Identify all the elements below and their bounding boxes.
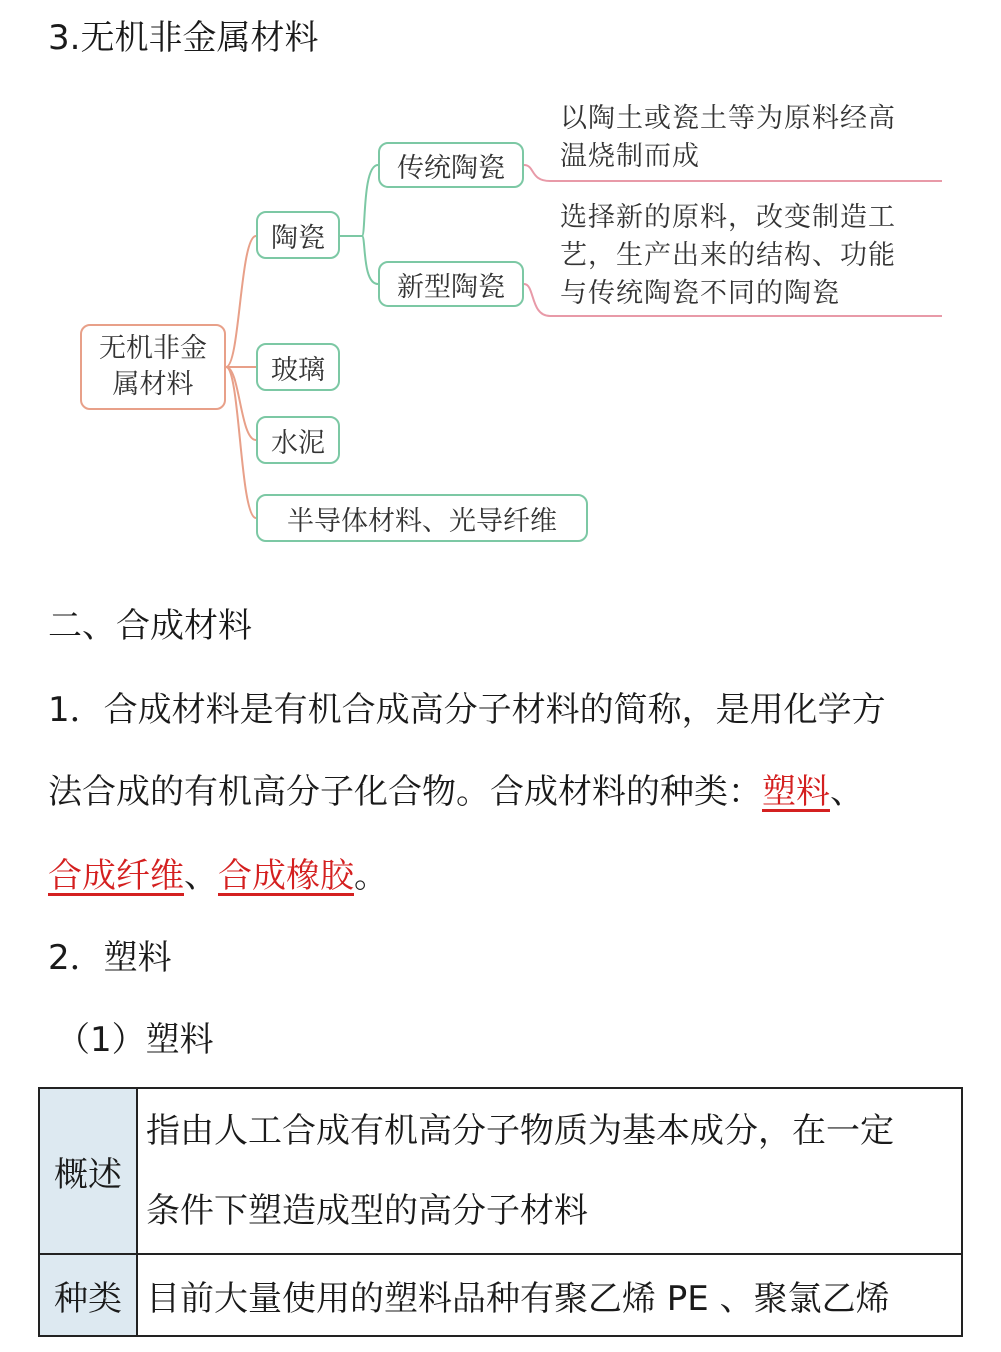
row-content-types [137,1254,962,1336]
period: 。 [354,856,388,896]
paragraph-line [48,772,864,812]
node-new-ceramics: 新型陶瓷 [378,261,524,307]
section-heading: 二、合成材料 [48,606,252,646]
answer-synthetic-rubber: 合成橡胶 [218,856,354,896]
sub-item-heading: （1）塑料 [56,1020,214,1060]
node-traditional-ceramics: 传统陶瓷 [378,142,524,188]
table-line: 指由人工合成有机高分子物质为基本成分，在一定 [146,1111,894,1151]
node-glass: 玻璃 [256,343,340,391]
mindmap-root-line2: 属材料 [112,369,194,400]
desc-line: 与传统陶瓷不同的陶瓷 [560,278,840,309]
traditional-ceramics-desc [560,100,896,176]
desc-line: 温烧制而成 [560,141,700,172]
plastics-table [38,1087,963,1337]
section-title: 3.无机非金属材料 [48,18,319,58]
paragraph-line: 1．合成材料是有机合成高分子材料的简称，是用化学方 [48,690,886,730]
separator: 、 [184,856,218,896]
separator: 、 [830,772,864,812]
answer-plastic: 塑料 [762,772,830,812]
row-label-overview: 概述 [39,1088,137,1254]
paragraph-line [48,856,388,896]
node-cement: 水泥 [256,416,340,464]
row-content-overview [137,1088,962,1254]
paragraph-text: 法合成的有机高分子化合物。合成材料的种类： [48,772,762,812]
table-line: 目前大量使用的塑料品种有聚乙烯 PE 、聚氯乙烯 [146,1278,890,1319]
desc-line: 选择新的原料，改变制造工 [560,202,896,233]
node-semiconductor: 半导体材料、光导纤维 [256,494,588,542]
row-label-types: 种类 [39,1254,137,1336]
desc-line: 以陶土或瓷土等为原料经高 [560,103,896,134]
answer-synthetic-fiber: 合成纤维 [48,856,184,896]
table-line: 条件下塑造成型的高分子材料 [146,1191,588,1231]
table-row [39,1088,962,1254]
mindmap-root [80,324,226,410]
desc-line: 艺，生产出来的结构、功能 [560,240,896,271]
item-heading: 2．塑料 [48,938,172,978]
table-row [39,1254,962,1336]
new-ceramics-desc [560,199,896,313]
mindmap-root-line1: 无机非金 [99,333,207,364]
node-ceramics: 陶瓷 [256,211,340,259]
